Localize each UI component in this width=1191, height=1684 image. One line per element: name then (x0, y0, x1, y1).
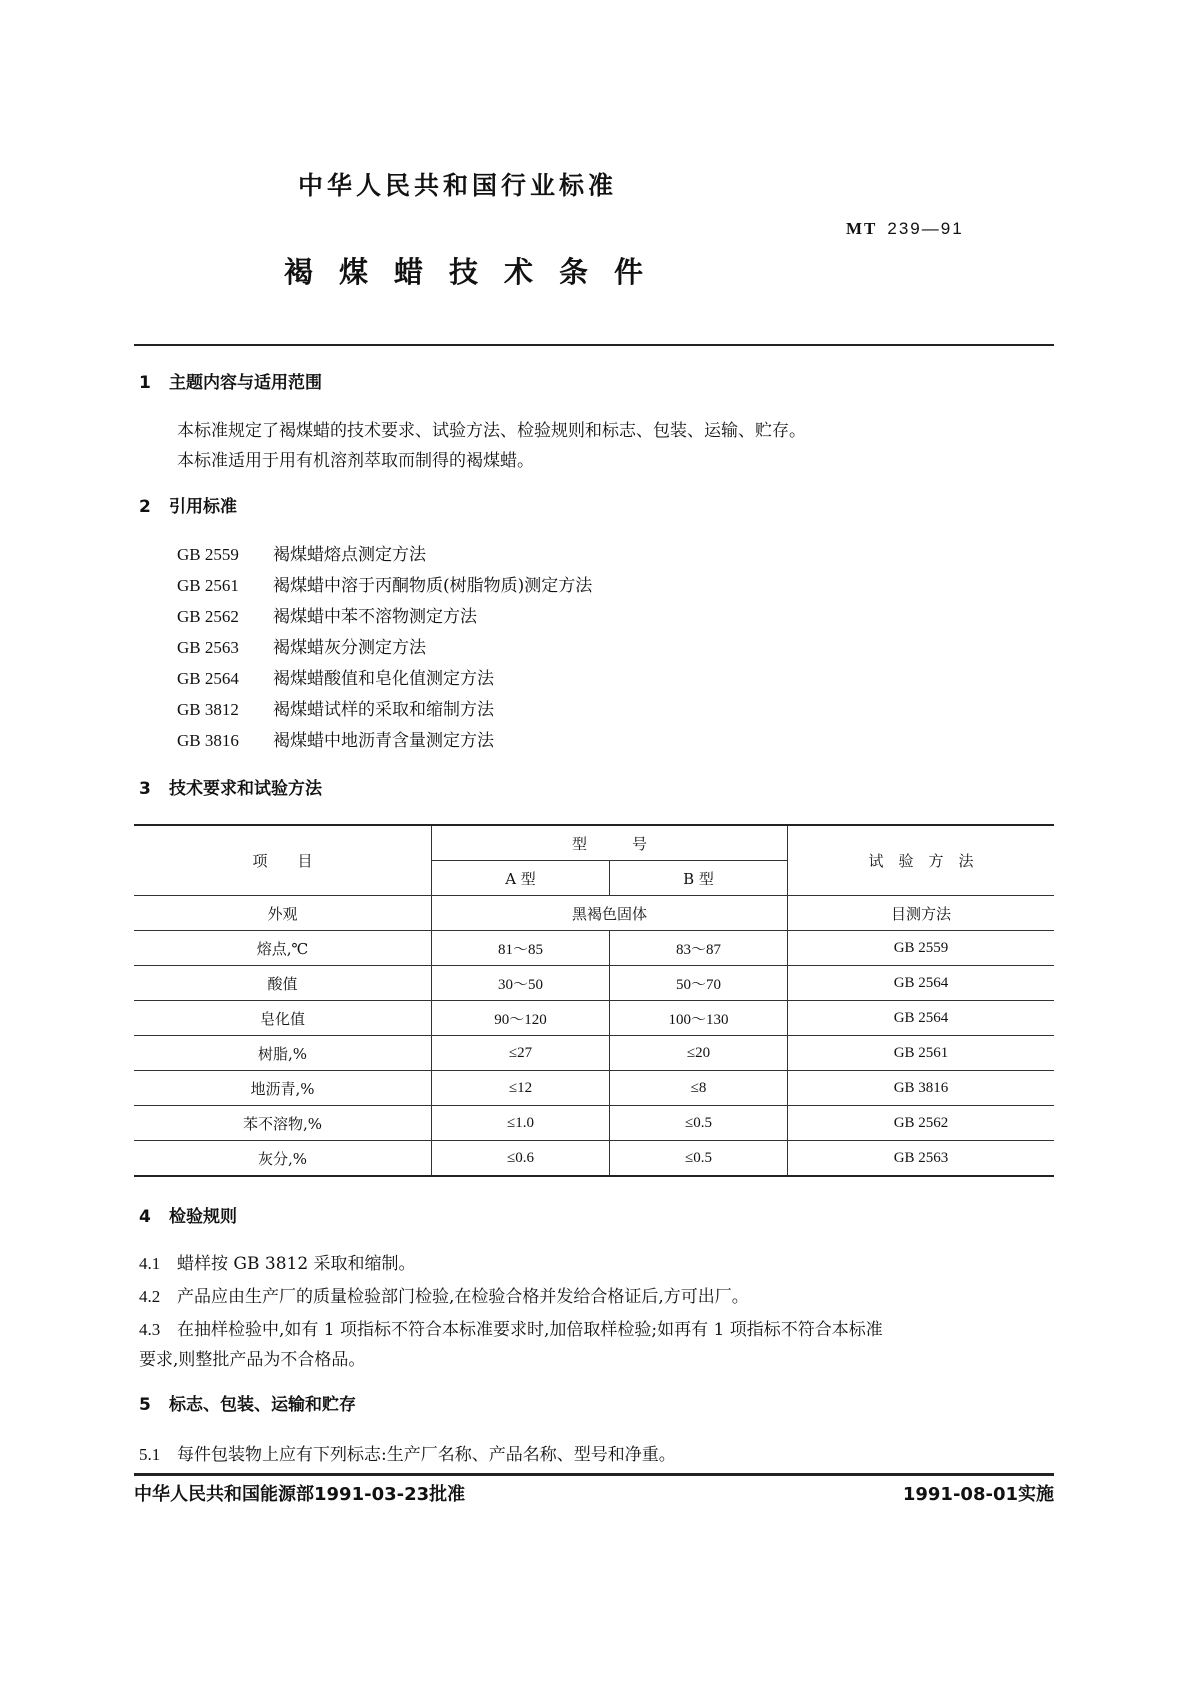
cell-type-b: 50～70 (610, 966, 788, 1001)
issuing-org: 中华人民共和国行业标准 (298, 171, 618, 200)
reference-list (177, 540, 592, 757)
header-method: 试 验 方 法 (788, 825, 1055, 896)
cell-type-a: ≤12 (432, 1071, 610, 1106)
reference-item (177, 602, 592, 633)
clause: 4.2 产品应由生产厂的质量检验部门检验,在检验合格并发给合格证后,方可出厂。 (139, 1287, 749, 1307)
reference-name: 褐煤蜡中溶于丙酮物质(树脂物质)测定方法 (273, 576, 593, 596)
cell-type-a: ≤0.6 (432, 1141, 610, 1177)
reference-code: GB 2559 (177, 545, 239, 564)
reference-item (177, 633, 592, 664)
clause: 4.3 在抽样检验中,如有 1 项指标不符合本标准要求时,加倍取样检验;如再有 1 项指标不符合本标准 (139, 1320, 883, 1340)
cell-method: 目测方法 (788, 896, 1055, 931)
reference-code: GB 2563 (177, 638, 239, 657)
paragraph: 本标准适用于用有机溶剂萃取而制得的褐煤蜡。 (177, 451, 534, 471)
table-row (134, 1141, 1054, 1177)
effective-date: 1991-08-01实施 (902, 1484, 1054, 1505)
section-5-heading: 5 标志、包装、运输和贮存 (139, 1395, 356, 1415)
cell-method: GB 2563 (788, 1141, 1055, 1177)
cell-method: GB 2562 (788, 1106, 1055, 1141)
section-1-heading: 1 主题内容与适用范围 (139, 373, 322, 393)
cell-type-a: 30～50 (432, 966, 610, 1001)
reference-item (177, 664, 592, 695)
reference-name: 褐煤蜡中地沥青含量测定方法 (273, 731, 494, 751)
reference-code: GB 2561 (177, 576, 239, 595)
table-row (134, 1071, 1054, 1106)
reference-name: 褐煤蜡试样的采取和缩制方法 (273, 700, 494, 720)
cell-type-b: ≤8 (610, 1071, 788, 1106)
section-3-heading: 3 技术要求和试验方法 (139, 779, 322, 799)
cell-type-b: ≤0.5 (610, 1141, 788, 1177)
cell-item: 苯不溶物,% (134, 1106, 432, 1141)
reference-item (177, 540, 592, 571)
header-type-b: B 型 (610, 861, 788, 896)
cell-type-a: 90～120 (432, 1001, 610, 1036)
cell-type-b: 83～87 (610, 931, 788, 966)
requirements-table (134, 824, 1054, 1177)
cell-item: 地沥青,% (134, 1071, 432, 1106)
cell-type-a: 81～85 (432, 931, 610, 966)
cell-item: 树脂,% (134, 1036, 432, 1071)
standard-code (846, 219, 964, 239)
cell-item: 灰分,% (134, 1141, 432, 1177)
cell-type-b: 100～130 (610, 1001, 788, 1036)
header-item: 项 目 (134, 825, 432, 896)
table-row (134, 931, 1054, 966)
clause: 4.1 蜡样按 GB 3812 采取和缩制。 (139, 1254, 416, 1274)
table-row (134, 1106, 1054, 1141)
cell-item: 熔点,℃ (134, 931, 432, 966)
footer-rule (134, 1473, 1054, 1476)
reference-code: GB 2564 (177, 669, 239, 688)
table-row (134, 1036, 1054, 1071)
clause-continuation: 要求,则整批产品为不合格品。 (139, 1350, 366, 1370)
approval-date: 中华人民共和国能源部1991-03-23批准 (134, 1484, 466, 1505)
cell-type-a: ≤1.0 (432, 1106, 610, 1141)
section-4-heading: 4 检验规则 (139, 1207, 237, 1227)
cell-type-b: ≤0.5 (610, 1106, 788, 1141)
header-type-a: A 型 (432, 861, 610, 896)
reference-name: 褐煤蜡中苯不溶物测定方法 (273, 607, 477, 627)
reference-item (177, 726, 592, 757)
reference-code: GB 3816 (177, 731, 239, 750)
cell-value: 黑褐色固体 (432, 896, 788, 931)
reference-name: 褐煤蜡熔点测定方法 (273, 545, 426, 565)
reference-name: 褐煤蜡酸值和皂化值测定方法 (273, 669, 494, 689)
cell-method: GB 3816 (788, 1071, 1055, 1106)
code-number: 239—91 (887, 219, 964, 238)
code-prefix: MT (846, 219, 878, 238)
reference-code: GB 3812 (177, 700, 239, 719)
reference-item (177, 695, 592, 726)
header-type: 型 号 (432, 825, 788, 861)
clause: 5.1 每件包装物上应有下列标志:生产厂名称、产品名称、型号和净重。 (139, 1445, 676, 1465)
cell-item: 皂化值 (134, 1001, 432, 1036)
cell-item: 酸值 (134, 966, 432, 1001)
cell-method: GB 2564 (788, 1001, 1055, 1036)
cell-item: 外观 (134, 896, 432, 931)
section-2-heading: 2 引用标准 (139, 497, 237, 517)
cell-method: GB 2564 (788, 966, 1055, 1001)
paragraph: 本标准规定了褐煤蜡的技术要求、试验方法、检验规则和标志、包装、运输、贮存。 (177, 421, 806, 441)
cell-type-b: ≤20 (610, 1036, 788, 1071)
cell-method: GB 2559 (788, 931, 1055, 966)
reference-name: 褐煤蜡灰分测定方法 (273, 638, 426, 658)
document-title: 褐煤蜡技术条件 (284, 255, 670, 289)
table-row (134, 1001, 1054, 1036)
reference-code: GB 2562 (177, 607, 239, 626)
cell-type-a: ≤27 (432, 1036, 610, 1071)
cell-method: GB 2561 (788, 1036, 1055, 1071)
reference-item (177, 571, 592, 602)
header-rule (134, 344, 1054, 346)
table-row (134, 966, 1054, 1001)
